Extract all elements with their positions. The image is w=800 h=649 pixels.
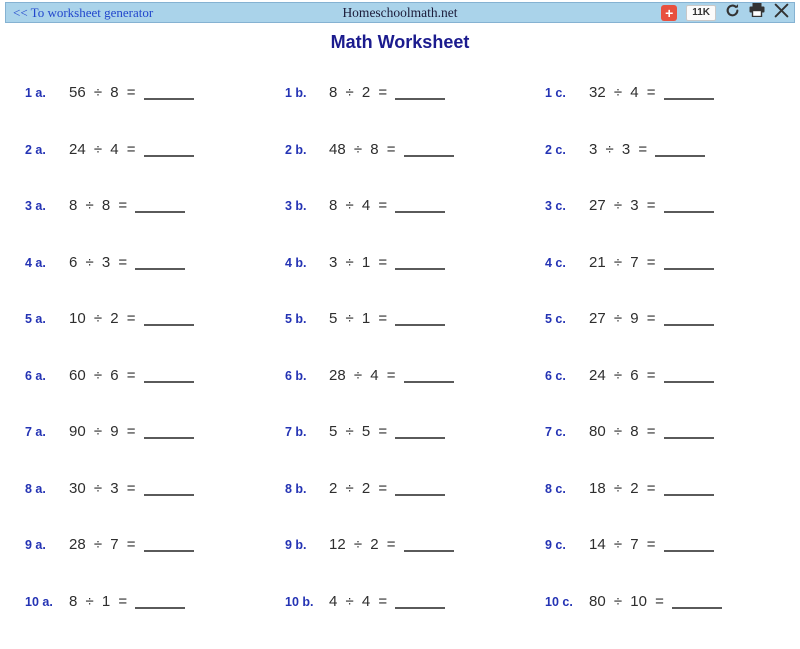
problem-cell <box>285 593 445 610</box>
problem-cell <box>545 84 714 101</box>
problem-expression: 2 ÷ 2 = <box>329 480 387 497</box>
problem-cell <box>545 536 714 553</box>
worksheet-row <box>0 197 800 254</box>
problem-cell <box>285 480 445 497</box>
plus-icon: + <box>665 6 673 20</box>
printer-icon <box>749 3 765 22</box>
problem-expression: 28 ÷ 4 = <box>329 367 396 384</box>
problem-expression: 12 ÷ 2 = <box>329 536 396 553</box>
answer-blank-line <box>655 151 705 157</box>
problem-number-label: 3 c. <box>545 199 589 213</box>
problem-number-label: 8 a. <box>25 482 69 496</box>
problem-cell <box>25 197 185 214</box>
problem-number-label: 5 c. <box>545 312 589 326</box>
answer-blank-line <box>664 490 714 496</box>
problem-expression: 5 ÷ 5 = <box>329 423 387 440</box>
answer-blank-line <box>664 94 714 100</box>
problem-number-label: 10 c. <box>545 595 589 609</box>
answer-blank-line <box>404 151 454 157</box>
problem-expression: 3 ÷ 3 = <box>589 141 647 158</box>
print-button[interactable] <box>749 3 765 22</box>
answer-blank-line <box>664 320 714 326</box>
back-to-generator-link[interactable]: << To worksheet generator <box>13 5 153 21</box>
answer-blank-line <box>404 546 454 552</box>
problem-expression: 18 ÷ 2 = <box>589 480 656 497</box>
problem-number-label: 9 c. <box>545 538 589 552</box>
problem-number-label: 3 a. <box>25 199 69 213</box>
site-title: Homeschoolmath.net <box>6 5 794 21</box>
problem-expression: 24 ÷ 6 = <box>589 367 656 384</box>
problem-number-label: 2 a. <box>25 143 69 157</box>
problem-number-label: 7 c. <box>545 425 589 439</box>
answer-blank-line <box>395 490 445 496</box>
problem-cell <box>25 593 185 610</box>
worksheet-row <box>0 367 800 424</box>
answer-blank-line <box>395 433 445 439</box>
worksheet-row <box>0 254 800 311</box>
problems-grid <box>0 84 800 649</box>
problem-expression: 8 ÷ 2 = <box>329 84 387 101</box>
worksheet-row <box>0 141 800 198</box>
problem-cell <box>545 480 714 497</box>
problem-number-label: 9 b. <box>285 538 329 552</box>
problem-expression: 56 ÷ 8 = <box>69 84 136 101</box>
worksheet-row <box>0 310 800 367</box>
answer-blank-line <box>672 603 722 609</box>
problem-cell <box>545 423 714 440</box>
problem-number-label: 8 b. <box>285 482 329 496</box>
problem-number-label: 6 c. <box>545 369 589 383</box>
problem-cell <box>545 197 714 214</box>
problem-cell <box>545 367 714 384</box>
answer-blank-line <box>144 546 194 552</box>
share-count-badge: 11K <box>686 5 716 21</box>
problem-number-label: 5 b. <box>285 312 329 326</box>
answer-blank-line <box>664 546 714 552</box>
problem-cell <box>545 254 714 271</box>
problem-number-label: 1 c. <box>545 86 589 100</box>
problem-expression: 14 ÷ 7 = <box>589 536 656 553</box>
problem-expression: 6 ÷ 3 = <box>69 254 127 271</box>
problem-expression: 27 ÷ 3 = <box>589 197 656 214</box>
answer-blank-line <box>144 490 194 496</box>
problem-cell <box>285 84 445 101</box>
answer-blank-line <box>664 207 714 213</box>
problem-cell <box>25 84 194 101</box>
answer-blank-line <box>664 433 714 439</box>
answer-blank-line <box>664 264 714 270</box>
problem-cell <box>285 423 445 440</box>
problem-expression: 28 ÷ 7 = <box>69 536 136 553</box>
page-title: Math Worksheet <box>0 32 800 53</box>
problem-number-label: 4 b. <box>285 256 329 270</box>
problem-cell <box>25 141 194 158</box>
problem-cell <box>545 310 714 327</box>
problem-expression: 10 ÷ 2 = <box>69 310 136 327</box>
problem-cell <box>25 254 185 271</box>
worksheet-row <box>0 536 800 593</box>
answer-blank-line <box>395 264 445 270</box>
problem-number-label: 10 a. <box>25 595 69 609</box>
problem-expression: 8 ÷ 8 = <box>69 197 127 214</box>
problem-number-label: 10 b. <box>285 595 329 609</box>
problem-cell <box>25 423 194 440</box>
problem-cell <box>25 536 194 553</box>
problem-cell <box>25 367 194 384</box>
problem-number-label: 4 c. <box>545 256 589 270</box>
answer-blank-line <box>135 207 185 213</box>
problem-cell <box>285 254 445 271</box>
problem-expression: 80 ÷ 8 = <box>589 423 656 440</box>
problem-number-label: 7 b. <box>285 425 329 439</box>
problem-expression: 32 ÷ 4 = <box>589 84 656 101</box>
problem-number-label: 1 b. <box>285 86 329 100</box>
problem-expression: 30 ÷ 3 = <box>69 480 136 497</box>
problem-cell <box>545 141 705 158</box>
problem-expression: 27 ÷ 9 = <box>589 310 656 327</box>
problem-number-label: 1 a. <box>25 86 69 100</box>
problem-number-label: 9 a. <box>25 538 69 552</box>
problem-cell <box>285 310 445 327</box>
problem-number-label: 2 c. <box>545 143 589 157</box>
problem-number-label: 4 a. <box>25 256 69 270</box>
problem-number-label: 7 a. <box>25 425 69 439</box>
answer-blank-line <box>404 377 454 383</box>
problem-expression: 4 ÷ 4 = <box>329 593 387 610</box>
problem-cell <box>285 536 454 553</box>
problem-cell <box>25 310 194 327</box>
answer-blank-line <box>664 377 714 383</box>
problem-expression: 60 ÷ 6 = <box>69 367 136 384</box>
answer-blank-line <box>144 433 194 439</box>
answer-blank-line <box>144 320 194 326</box>
share-button[interactable] <box>661 5 677 21</box>
toolbar-actions <box>661 3 789 23</box>
problem-expression: 90 ÷ 9 = <box>69 423 136 440</box>
refresh-button[interactable] <box>725 3 740 23</box>
answer-blank-line <box>144 377 194 383</box>
problem-expression: 80 ÷ 10 = <box>589 593 664 610</box>
answer-blank-line <box>395 94 445 100</box>
problem-number-label: 8 c. <box>545 482 589 496</box>
answer-blank-line <box>144 94 194 100</box>
answer-blank-line <box>144 151 194 157</box>
answer-blank-line <box>395 320 445 326</box>
answer-blank-line <box>395 207 445 213</box>
problem-expression: 21 ÷ 7 = <box>589 254 656 271</box>
close-button[interactable] <box>774 3 789 23</box>
problem-cell <box>285 197 445 214</box>
problem-number-label: 2 b. <box>285 143 329 157</box>
worksheet-row <box>0 593 800 649</box>
problem-expression: 24 ÷ 4 = <box>69 141 136 158</box>
worksheet-row <box>0 84 800 141</box>
problem-cell <box>25 480 194 497</box>
problem-expression: 48 ÷ 8 = <box>329 141 396 158</box>
worksheet-row <box>0 423 800 480</box>
answer-blank-line <box>135 264 185 270</box>
problem-cell <box>285 367 454 384</box>
refresh-icon <box>725 3 740 23</box>
problem-number-label: 6 b. <box>285 369 329 383</box>
close-icon <box>774 3 789 23</box>
problem-expression: 8 ÷ 1 = <box>69 593 127 610</box>
problem-number-label: 3 b. <box>285 199 329 213</box>
problem-number-label: 6 a. <box>25 369 69 383</box>
problem-expression: 8 ÷ 4 = <box>329 197 387 214</box>
problem-cell <box>285 141 454 158</box>
toolbar <box>5 2 795 23</box>
problem-expression: 3 ÷ 1 = <box>329 254 387 271</box>
answer-blank-line <box>395 603 445 609</box>
problem-number-label: 5 a. <box>25 312 69 326</box>
worksheet-row <box>0 480 800 537</box>
problem-cell <box>545 593 722 610</box>
problem-expression: 5 ÷ 1 = <box>329 310 387 327</box>
answer-blank-line <box>135 603 185 609</box>
